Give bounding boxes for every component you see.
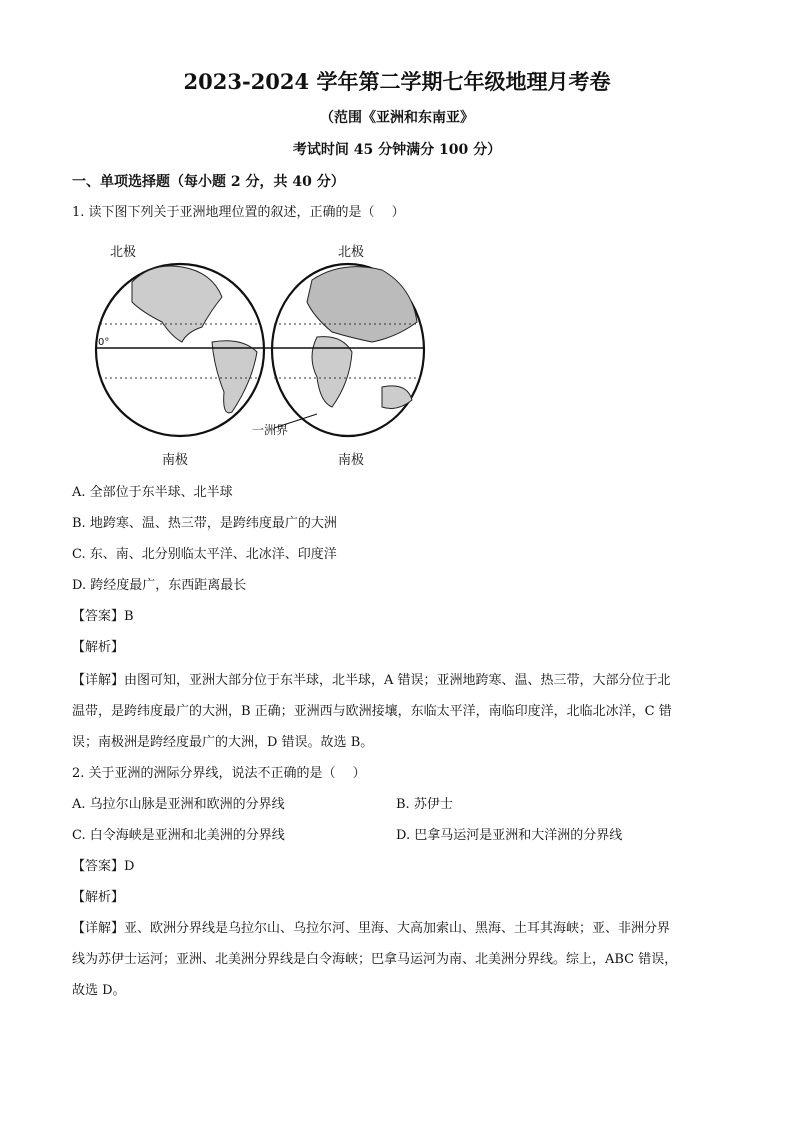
q2-detail-line: 故选 D。 <box>72 983 126 998</box>
boundary-label: 一洲界 <box>252 423 289 437</box>
q2-stem: 2. 关于亚洲的洲际分界线，说法不正确的是（ ） <box>72 766 366 781</box>
q1-option-a: A. 全部位于东半球、北半球 <box>72 485 233 500</box>
north-pole-label-west: 北极 <box>110 245 137 260</box>
q1-option-b: B. 地跨寒、温、热三带，是跨纬度最广的大洲 <box>72 516 337 531</box>
q1-detail-line: 温带，是跨纬度最广的大洲，B 正确；亚洲西与欧洲接壤，东临太平洋，南临印度洋，北临北冰洋，C 错 <box>72 704 672 719</box>
q1-detail-line: 误；南极洲是跨经度最广的大洲，D 错误。故选 B。 <box>72 735 374 750</box>
q1-detail-line: 【详解】由图可知，亚洲大部分位于东半球，北半球，A 错误；亚洲地跨寒、温、热三带，大部分位于北 <box>72 673 671 688</box>
q2-detail-line: 【详解】亚、欧洲分界线是乌拉尔山、乌拉尔河、里海、大高加索山、黑海、土耳其海峡；亚、非洲分界 <box>72 921 671 936</box>
q2-option-b: B. 苏伊士 <box>396 797 453 812</box>
q1-stem: 1. 读下图下列关于亚洲地理位置的叙述，正确的是（ ） <box>72 205 405 220</box>
hemisphere-map <box>92 242 430 467</box>
q1-option-d: D. 跨经度最广，东西距离最长 <box>72 578 247 593</box>
exam-info: 考试时间 45 分钟满分 100 分） <box>292 142 502 158</box>
page-title: 2023-2024 学年第二学期七年级地理月考卷 <box>183 69 611 94</box>
q2-detail-line: 线为苏伊士运河；亚洲、北美洲分界线是白令海峡；巴拿马运河为南、北美洲分界线。综上，ABC 错误， <box>72 952 678 967</box>
south-pole-label-east: 南极 <box>338 453 365 467</box>
q1-analysis-label: 【解析】 <box>72 640 125 655</box>
q2-option-c: C. 白令海峡是亚洲和北美洲的分界线 <box>72 828 285 843</box>
q2-option-a: A. 乌拉尔山脉是亚洲和欧洲的分界线 <box>72 797 285 812</box>
q1-option-c: C. 东、南、北分别临太平洋、北冰洋、印度洋 <box>72 547 337 562</box>
q2-answer: 【答案】D <box>72 859 135 874</box>
exam-scope: （范围《亚洲和东南亚》 <box>320 110 474 126</box>
q2-option-d: D. 巴拿马运河是亚洲和大洋洲的分界线 <box>396 828 623 843</box>
q2-analysis-label: 【解析】 <box>72 890 125 905</box>
q1-answer: 【答案】B <box>72 609 134 624</box>
south-pole-label-west: 南极 <box>162 453 189 467</box>
section-heading: 一、单项选择题（每小题 2 分，共 40 分） <box>72 174 345 190</box>
equator-label: 0° <box>98 337 110 348</box>
north-pole-label-east: 北极 <box>338 245 365 260</box>
